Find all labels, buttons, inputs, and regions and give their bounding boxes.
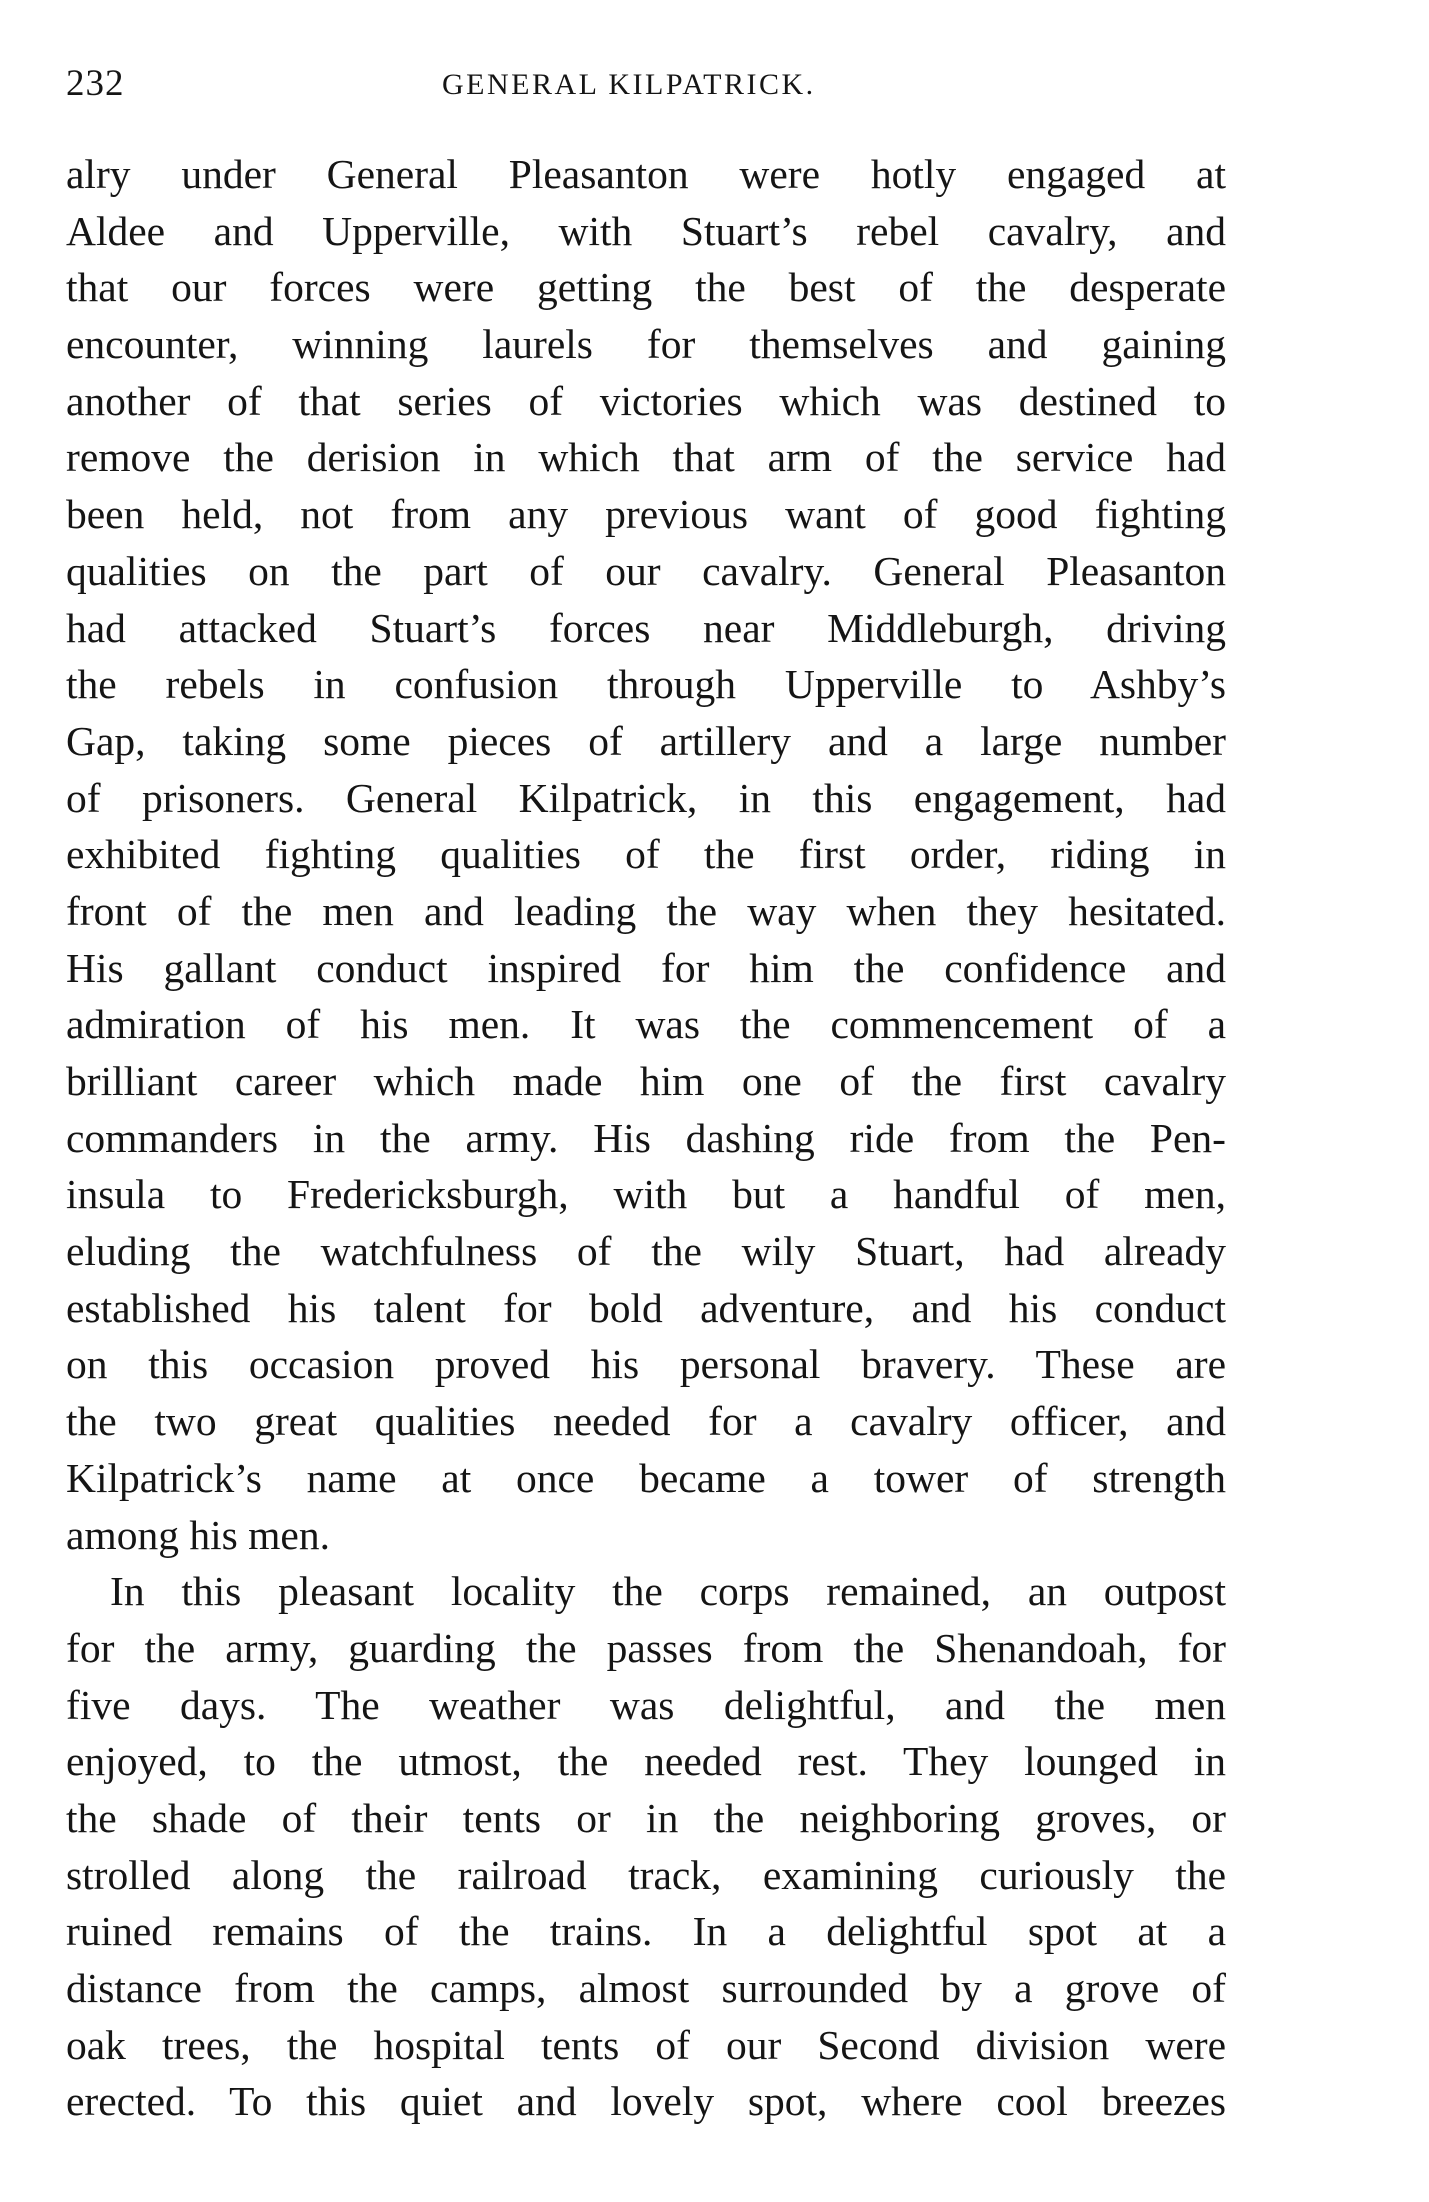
text-line: Kilpatrick’s name at once became a tower of strength	[66, 1454, 1226, 1501]
text-line: been held, not from any previous want of good fighting	[66, 491, 1226, 538]
text-line: eluding the watchfulness of the wily Stuart, had already	[66, 1228, 1226, 1275]
text-line: insula to Fredericksburgh, with but a handful of men,	[66, 1171, 1226, 1218]
text-line: enjoyed, to the utmost, the needed rest. They lounged in	[66, 1738, 1226, 1785]
text-line: for the army, guarding the passes from the Shenandoah, for	[66, 1624, 1226, 1671]
text-line: Gap, taking some pieces of artillery and a large number	[66, 717, 1226, 764]
text-line: five days. The weather was delightful, and the men	[66, 1681, 1226, 1728]
paragraph	[66, 1563, 1226, 2130]
text-line: the two great qualities needed for a cavalry officer, and	[66, 1398, 1226, 1445]
text-line: brilliant career which made him one of the first cavalry	[66, 1058, 1226, 1104]
text-line: In this pleasant locality the corps remained, an outpost	[110, 1568, 1226, 1615]
page-number: 232	[66, 63, 125, 104]
text-line: distance from the camps, almost surrounded by a grove of	[66, 1965, 1226, 2011]
text-line: Aldee and Upperville, with Stuart’s rebel cavalry, and	[66, 207, 1226, 254]
text-line: strolled along the railroad track, examining curiously the	[66, 1851, 1226, 1898]
text-line: had attacked Stuart’s forces near Middleburgh, driving	[66, 604, 1226, 651]
text-line: alry under General Pleasanton were hotly engaged at	[66, 151, 1226, 197]
text-line: remove the derision in which that arm of the service had	[66, 434, 1226, 481]
text-line: commanders in the army. His dashing ride from the Pen-	[66, 1114, 1226, 1161]
text-line: front of the men and leading the way when they hesitated.	[66, 887, 1226, 934]
text-line: of prisoners. General Kilpatrick, in this engagement, had	[66, 774, 1226, 821]
text-line: ruined remains of the trains. In a delightful spot at a	[66, 1908, 1226, 1955]
body-text	[66, 146, 1226, 2130]
paragraph	[66, 146, 1226, 1563]
text-line: established his talent for bold adventure, and his conduct	[66, 1284, 1226, 1331]
text-line: exhibited fighting qualities of the first order, riding in	[66, 831, 1226, 878]
text-line: the shade of their tents or in the neighboring groves, or	[66, 1794, 1226, 1841]
running-title: GENERAL KILPATRICK.	[442, 68, 816, 101]
text-line: the rebels in confusion through Upperville to Ashby’s	[66, 661, 1226, 708]
text-line: that our forces were getting the best of the desperate	[66, 264, 1226, 311]
text-line: on this occasion proved his personal bravery. These are	[66, 1341, 1226, 1388]
text-line: oak trees, the hospital tents of our Second division were	[66, 2021, 1226, 2068]
text-line: encounter, winning laurels for themselves and gaining	[66, 321, 1226, 368]
running-head	[66, 62, 1226, 114]
text-line: His gallant conduct inspired for him the confidence and	[66, 944, 1226, 991]
text-line: among his men.	[66, 1511, 330, 1558]
text-line: another of that series of victories which was destined to	[66, 377, 1226, 424]
text-line: erected. To this quiet and lovely spot, where cool breezes	[66, 2078, 1226, 2125]
text-line: qualities on the part of our cavalry. General Pleasanton	[66, 547, 1226, 594]
text-line: admiration of his men. It was the commencement of a	[66, 1001, 1226, 1048]
